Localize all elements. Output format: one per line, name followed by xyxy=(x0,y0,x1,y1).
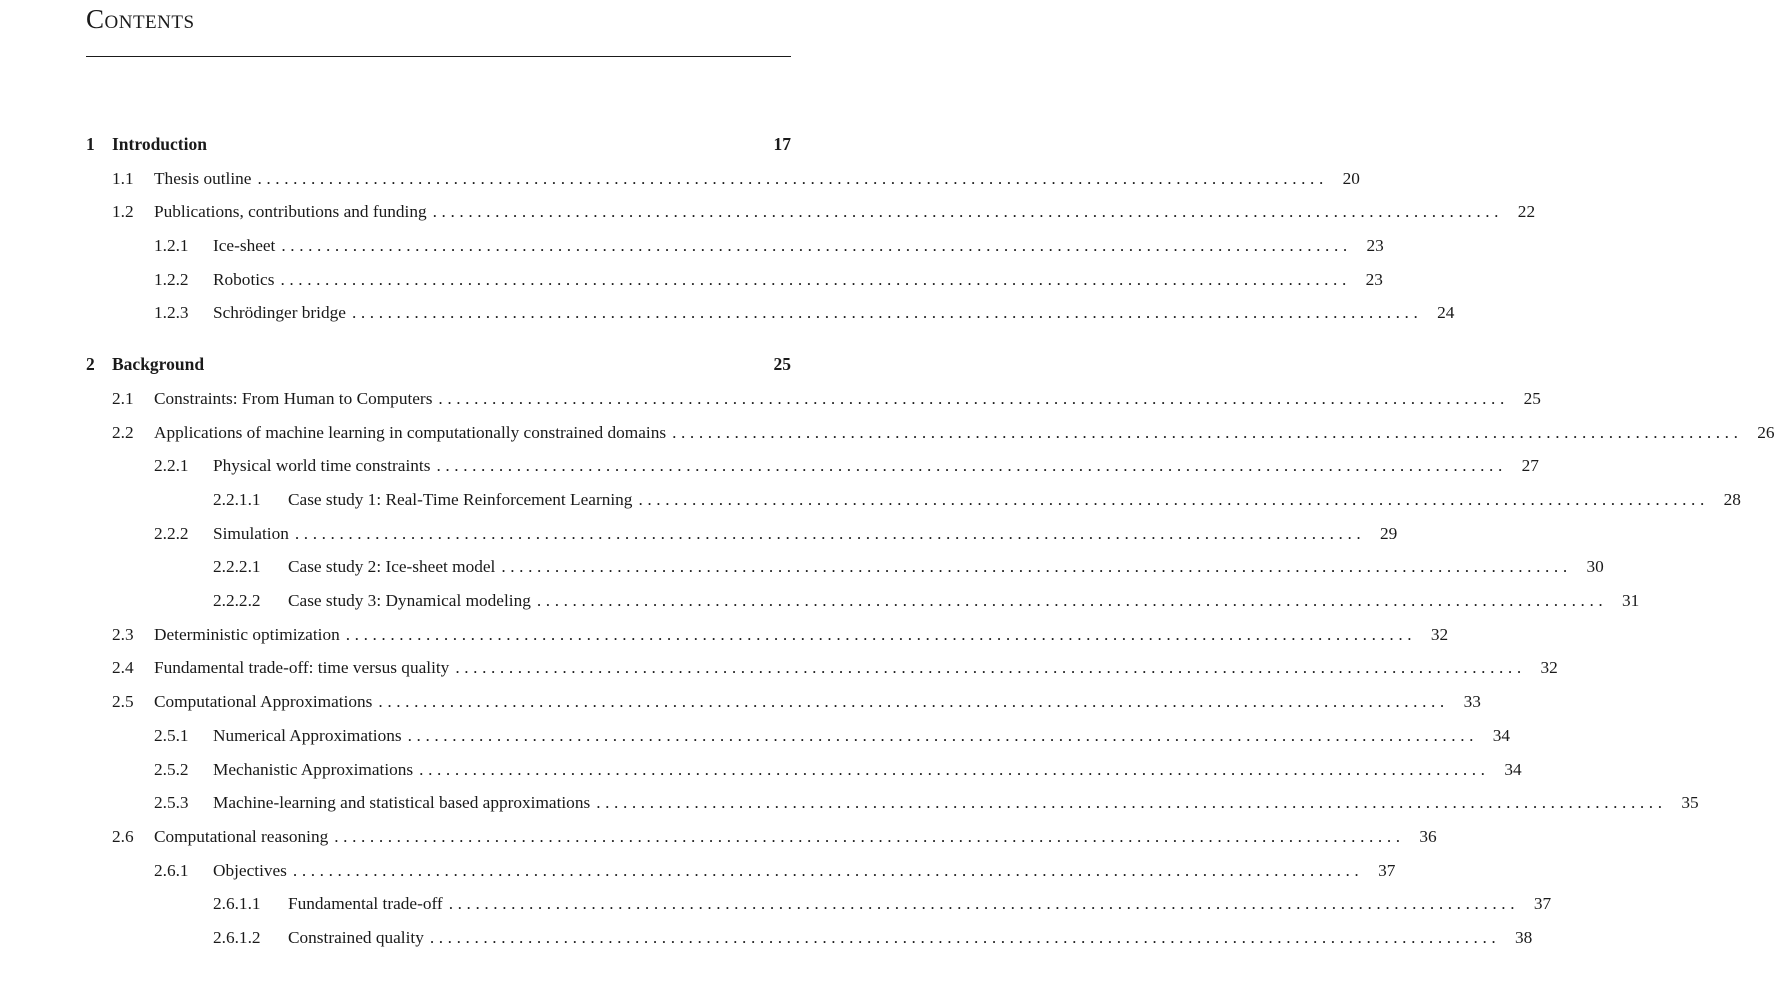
dot-leader: ........................................................................................................................ xyxy=(448,894,1520,913)
dot-leader: ........................................................................................................................ xyxy=(351,303,1423,322)
entry-number: 2.5.2 xyxy=(154,760,189,779)
entry-title: Simulation xyxy=(213,524,289,543)
entry-title: Ice-sheet xyxy=(213,236,276,255)
entry-number: 2.2.2.1 xyxy=(213,557,261,576)
entry-title: Thesis outline xyxy=(154,169,252,188)
entry-title: Robotics xyxy=(213,270,275,289)
toc-section-entry[interactable] xyxy=(154,523,1398,545)
entry-title: Case study 3: Dynamical modeling xyxy=(288,591,531,610)
entry-page-number: 22 xyxy=(1517,202,1536,221)
entry-title: Schrödinger bridge xyxy=(213,303,346,322)
entry-number: 2.6.1.2 xyxy=(213,928,261,947)
entry-number: 2.4 xyxy=(112,658,134,677)
dot-leader: ........................................................................................................................ xyxy=(501,557,1572,576)
dot-leader: ........................................................................................................................ xyxy=(292,861,1364,880)
toc-section-entry[interactable] xyxy=(112,826,1437,848)
dot-leader: ........................................................................................................................ xyxy=(455,658,1526,677)
dot-leader: ........................................................................................................................ xyxy=(334,827,1405,846)
entry-page-number: 24 xyxy=(1437,303,1455,322)
dot-leader: ........................................................................................................................ xyxy=(536,591,1608,610)
entry-title: Case study 1: Real-Time Reinforcement Learning xyxy=(288,490,633,509)
toc-section-entry[interactable] xyxy=(154,455,1539,477)
entry-page-number: 35 xyxy=(1681,793,1699,812)
dot-leader: ........................................................................................................................ xyxy=(596,793,1667,812)
entry-title: Applications of machine learning in computationally constrained domains xyxy=(154,423,667,442)
entry-number: 2.2 xyxy=(112,423,134,442)
toc-chapter-entry[interactable] xyxy=(86,353,791,375)
toc-section-entry[interactable] xyxy=(213,489,1741,511)
entry-number: 2.3 xyxy=(112,625,134,644)
entry-title: Background xyxy=(112,354,205,374)
toc-chapter-entry[interactable] xyxy=(86,133,791,155)
entry-number: 2.2.1 xyxy=(154,456,189,475)
dot-leader: ........................................................................................................................ xyxy=(672,423,1743,442)
toc-section-entry[interactable] xyxy=(154,759,1522,781)
entry-number: 2.6.1.1 xyxy=(213,894,261,913)
entry-page-number: 32 xyxy=(1430,625,1449,644)
heading-rule xyxy=(86,56,791,57)
entry-title: Mechanistic Approximations xyxy=(213,760,414,779)
toc-section-entry[interactable] xyxy=(154,725,1511,747)
entry-page-number: 33 xyxy=(1463,692,1481,711)
toc-section-entry[interactable] xyxy=(154,269,1383,291)
toc-section-entry[interactable] xyxy=(112,657,1558,679)
dot-leader: ........................................................................................................................ xyxy=(638,490,1709,509)
entry-title: Constraints: From Human to Computers xyxy=(154,389,433,408)
toc-section-entry[interactable] xyxy=(112,422,1775,444)
entry-number: 1 xyxy=(86,134,95,154)
dot-leader: ........................................................................................................................ xyxy=(429,928,1501,947)
toc-section-entry[interactable] xyxy=(154,792,1699,814)
entry-number: 1.2.2 xyxy=(154,270,189,289)
entry-page-number: 25 xyxy=(1523,389,1541,408)
entry-page-number: 31 xyxy=(1622,591,1640,610)
entry-title: Machine-learning and statistical based approximations xyxy=(213,793,591,812)
entry-page-number: 28 xyxy=(1723,490,1741,509)
entry-number: 2.2.1.1 xyxy=(213,490,261,509)
entry-number: 1.2.3 xyxy=(154,303,189,322)
toc-section-entry[interactable] xyxy=(213,590,1640,612)
toc-section-entry[interactable] xyxy=(154,235,1384,257)
entry-page-number: 34 xyxy=(1504,760,1522,779)
entry-title: Publications, contributions and funding xyxy=(154,202,427,221)
entry-page-number: 26 xyxy=(1757,423,1775,442)
dot-leader: ........................................................................................................................ xyxy=(432,202,1504,221)
toc-section-entry[interactable] xyxy=(112,388,1541,410)
entry-page-number: 23 xyxy=(1366,236,1384,255)
entry-page-number: 25 xyxy=(773,354,791,374)
entry-title: Constrained quality xyxy=(288,928,424,947)
toc-section-entry[interactable] xyxy=(213,927,1533,949)
entry-page-number: 17 xyxy=(773,134,791,154)
entry-title: Objectives xyxy=(213,861,287,880)
entry-number: 2.2.2.2 xyxy=(213,591,261,610)
dot-leader: ........................................................................................................................ xyxy=(407,726,1479,745)
entry-number: 2.1 xyxy=(112,389,134,408)
entry-title: Fundamental trade-off: time versus quality xyxy=(154,658,450,677)
toc-section-entry[interactable] xyxy=(112,201,1536,223)
entry-page-number: 32 xyxy=(1540,658,1558,677)
dot-leader: ........................................................................................................................ xyxy=(345,625,1417,644)
entry-page-number: 34 xyxy=(1492,726,1511,745)
entry-number: 2.6 xyxy=(112,827,134,846)
dot-leader: ........................................................................................................................ xyxy=(280,270,1351,289)
entry-number: 1.1 xyxy=(112,169,134,188)
dot-leader: ........................................................................................................................ xyxy=(378,692,1449,711)
entry-number: 1.2 xyxy=(112,202,134,221)
toc-section-entry[interactable] xyxy=(112,624,1449,646)
entry-number: 2.6.1 xyxy=(154,861,189,880)
entry-page-number: 23 xyxy=(1365,270,1383,289)
entry-number: 2.5.1 xyxy=(154,726,189,745)
entry-number: 2.5.3 xyxy=(154,793,189,812)
entry-page-number: 27 xyxy=(1521,456,1539,475)
dot-leader: ........................................................................................................................ xyxy=(438,389,1509,408)
entry-page-number: 29 xyxy=(1380,524,1398,543)
entry-title: Computational Approximations xyxy=(154,692,373,711)
entry-title: Numerical Approximations xyxy=(213,726,402,745)
toc-section-entry[interactable] xyxy=(112,168,1360,190)
entry-title: Computational reasoning xyxy=(154,827,329,846)
entry-title: Physical world time constraints xyxy=(213,456,431,475)
dot-leader: ........................................................................................................................ xyxy=(294,524,1366,543)
entry-number: 1.2.1 xyxy=(154,236,189,255)
contents-heading: Contents xyxy=(86,4,195,34)
entry-number: 2.2.2 xyxy=(154,524,189,543)
entry-title: Deterministic optimization xyxy=(154,625,340,644)
toc-section-entry[interactable] xyxy=(154,302,1455,324)
dot-leader: ........................................................................................................................ xyxy=(419,760,1490,779)
entry-number: 2 xyxy=(86,354,95,374)
entry-page-number: 36 xyxy=(1419,827,1437,846)
entry-page-number: 37 xyxy=(1378,861,1396,880)
dot-leader: ........................................................................................................................ xyxy=(436,456,1507,475)
entry-title: Introduction xyxy=(112,134,207,154)
entry-number: 2.5 xyxy=(112,692,134,711)
entry-page-number: 37 xyxy=(1533,894,1552,913)
toc-section-entry[interactable] xyxy=(154,860,1396,882)
entry-page-number: 30 xyxy=(1586,557,1604,576)
entry-title: Case study 2: Ice-sheet model xyxy=(288,557,496,576)
entry-page-number: 20 xyxy=(1342,169,1360,188)
toc-section-entry[interactable] xyxy=(112,691,1481,713)
toc-section-entry[interactable] xyxy=(213,556,1604,578)
entry-title: Fundamental trade-off xyxy=(288,894,443,913)
entry-page-number: 38 xyxy=(1515,928,1533,947)
dot-leader: ........................................................................................................................ xyxy=(281,236,1352,255)
toc-section-entry[interactable] xyxy=(213,893,1552,915)
dot-leader: ........................................................................................................................ xyxy=(257,169,1328,188)
